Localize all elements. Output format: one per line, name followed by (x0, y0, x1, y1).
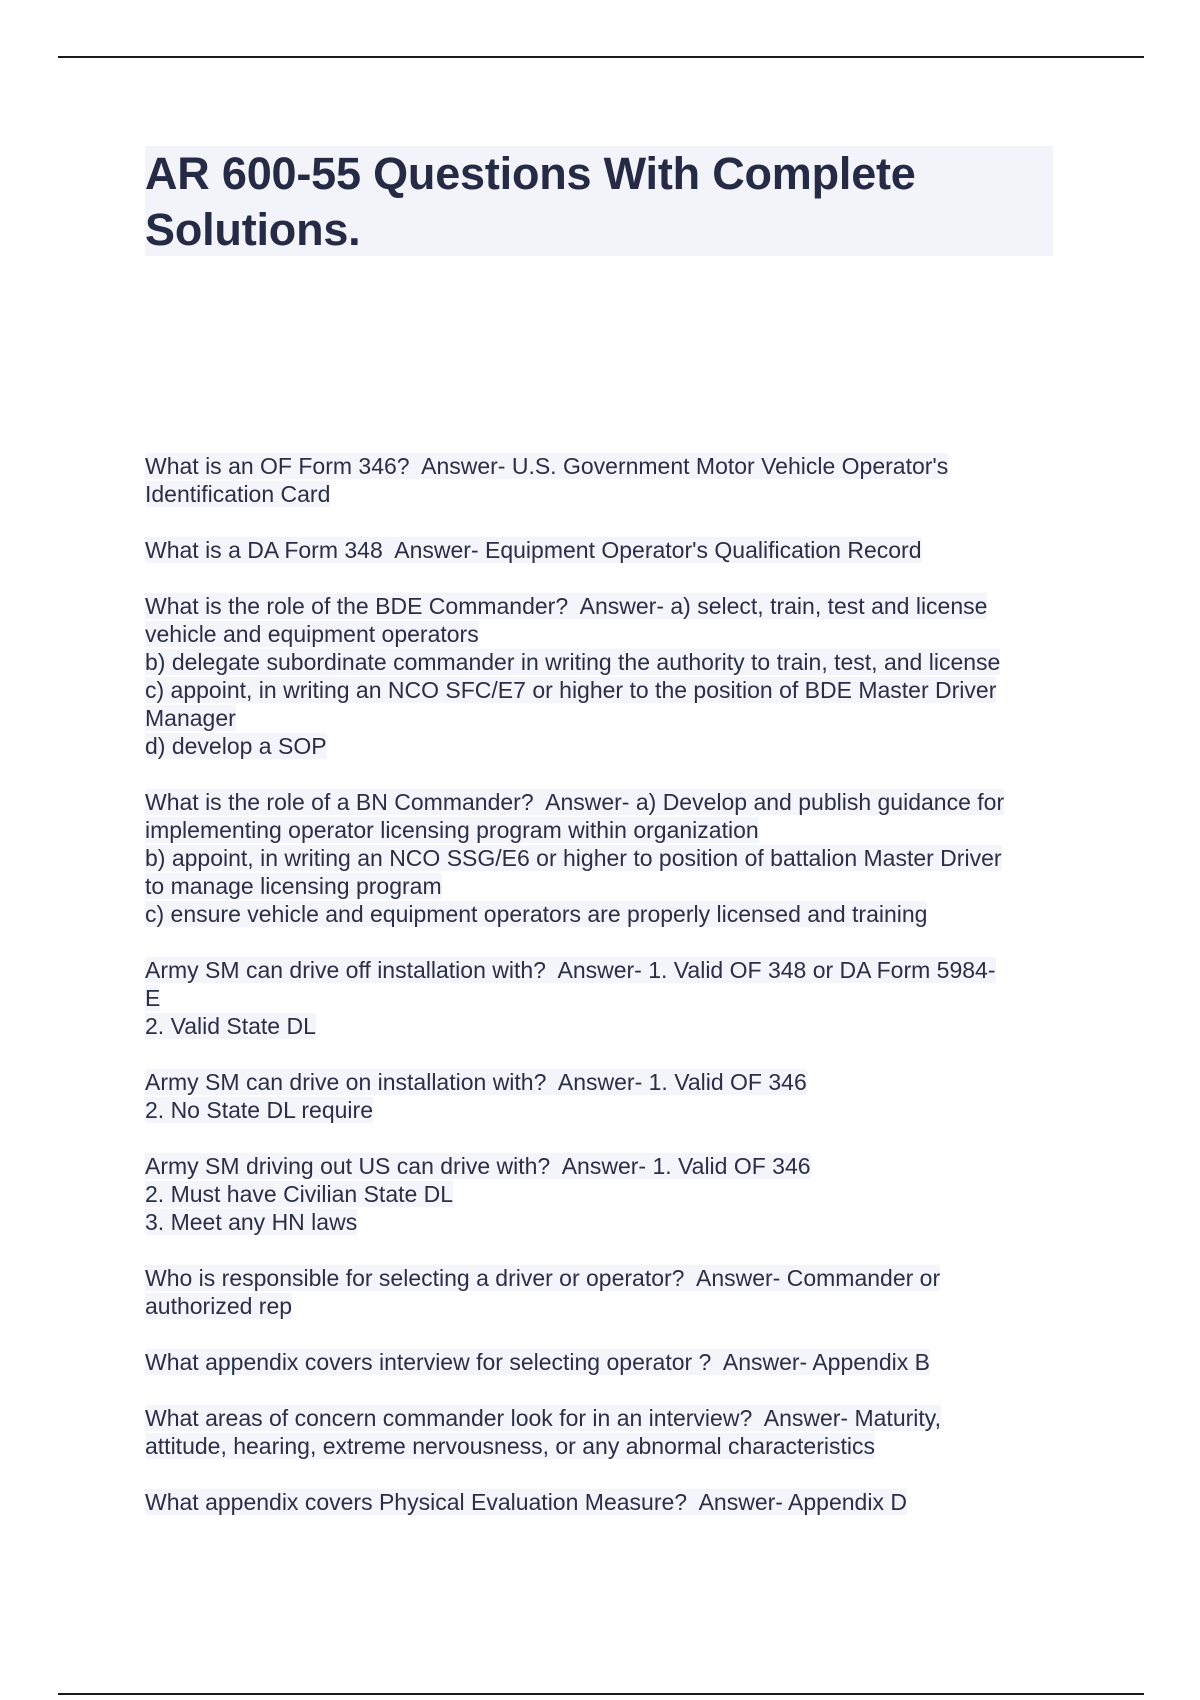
qa-line (145, 900, 1065, 928)
qa-line (145, 1208, 1065, 1236)
qa-line-text: What areas of concern commander look for in an interview? Answer- Maturity, (145, 1405, 941, 1431)
qa-item (145, 1404, 1065, 1460)
qa-line (145, 648, 1065, 676)
qa-line (145, 676, 1065, 704)
qa-line-text: d) develop a SOP (145, 733, 327, 759)
qa-line-text: 2. Must have Civilian State DL (145, 1181, 454, 1207)
qa-item (145, 592, 1065, 760)
document-title (145, 146, 1053, 258)
qa-line-text: What is the role of a BN Commander? Answer- a) Develop and publish guidance for (145, 789, 1005, 815)
qa-line-text: Army SM can drive on installation with? Answer- 1. Valid OF 346 (145, 1069, 807, 1095)
qa-line-text: Identification Card (145, 481, 331, 507)
bottom-rule (58, 1693, 1144, 1695)
qa-line (145, 956, 1065, 984)
qa-line (145, 592, 1065, 620)
qa-line-text: b) appoint, in writing an NCO SSG/E6 or higher to position of battalion Master Driver (145, 845, 1002, 871)
qa-line-text: 2. Valid State DL (145, 1013, 316, 1039)
qa-line-text: Army SM driving out US can drive with? Answer- 1. Valid OF 346 (145, 1153, 811, 1179)
qa-line (145, 844, 1065, 872)
qa-line (145, 732, 1065, 760)
qa-line-text: What is a DA Form 348 Answer- Equipment Operator's Qualification Record (145, 537, 922, 563)
qa-line-text: attitude, hearing, extreme nervousness, or any abnormal characteristics (145, 1433, 875, 1459)
qa-line-text: 2. No State DL require (145, 1097, 373, 1123)
qa-line (145, 452, 1065, 480)
qa-item (145, 1264, 1065, 1320)
qa-line (145, 1404, 1065, 1432)
qa-line (145, 1488, 1065, 1516)
qa-line (145, 1180, 1065, 1208)
qa-line-text: 3. Meet any HN laws (145, 1209, 358, 1235)
qa-line (145, 620, 1065, 648)
qa-line (145, 1292, 1065, 1320)
title-block (145, 146, 1053, 256)
qa-line (145, 704, 1065, 732)
qa-line-text: authorized rep (145, 1293, 293, 1319)
qa-line-text: b) delegate subordinate commander in writing the authority to train, test, and license (145, 649, 1001, 675)
qa-line-text: to manage licensing program (145, 873, 442, 899)
qa-line-text: What is an OF Form 346? Answer- U.S. Government Motor Vehicle Operator's (145, 453, 949, 479)
qa-line (145, 788, 1065, 816)
qa-item (145, 1348, 1065, 1376)
top-rule (58, 56, 1144, 58)
qa-item (145, 536, 1065, 564)
title-line-2: Solutions. (145, 204, 361, 255)
qa-line (145, 1152, 1065, 1180)
qa-item (145, 788, 1065, 928)
qa-item (145, 452, 1065, 508)
title-line-1: AR 600-55 Questions With Complete (145, 148, 916, 199)
qa-line-text: Army SM can drive off installation with? Answer- 1. Valid OF 348 or DA Form 5984- (145, 957, 996, 983)
qa-line (145, 1096, 1065, 1124)
qa-item (145, 1488, 1065, 1516)
qa-item (145, 1068, 1065, 1124)
qa-line (145, 536, 1065, 564)
qa-line (145, 816, 1065, 844)
qa-line (145, 1264, 1065, 1292)
qa-line-text: vehicle and equipment operators (145, 621, 479, 647)
qa-line (145, 984, 1065, 1012)
qa-item (145, 956, 1065, 1040)
qa-line-text: Manager (145, 705, 236, 731)
qa-item (145, 1152, 1065, 1236)
qa-line-text: c) appoint, in writing an NCO SFC/E7 or higher to the position of BDE Master Driver (145, 677, 997, 703)
qa-line (145, 1432, 1065, 1460)
qa-line-text: c) ensure vehicle and equipment operators are properly licensed and training (145, 901, 928, 927)
qa-line (145, 1068, 1065, 1096)
qa-line-text: E (145, 985, 161, 1011)
qa-list (145, 452, 1065, 1544)
qa-line-text: implementing operator licensing program within organization (145, 817, 759, 843)
qa-line (145, 1012, 1065, 1040)
qa-line-text: Who is responsible for selecting a driver or operator? Answer- Commander or (145, 1265, 941, 1291)
qa-line-text: What is the role of the BDE Commander? Answer- a) select, train, test and license (145, 593, 988, 619)
qa-line-text: What appendix covers Physical Evaluation Measure? Answer- Appendix D (145, 1489, 907, 1515)
qa-line (145, 480, 1065, 508)
qa-line-text: What appendix covers interview for selecting operator ? Answer- Appendix B (145, 1349, 930, 1375)
qa-line (145, 1348, 1065, 1376)
qa-line (145, 872, 1065, 900)
